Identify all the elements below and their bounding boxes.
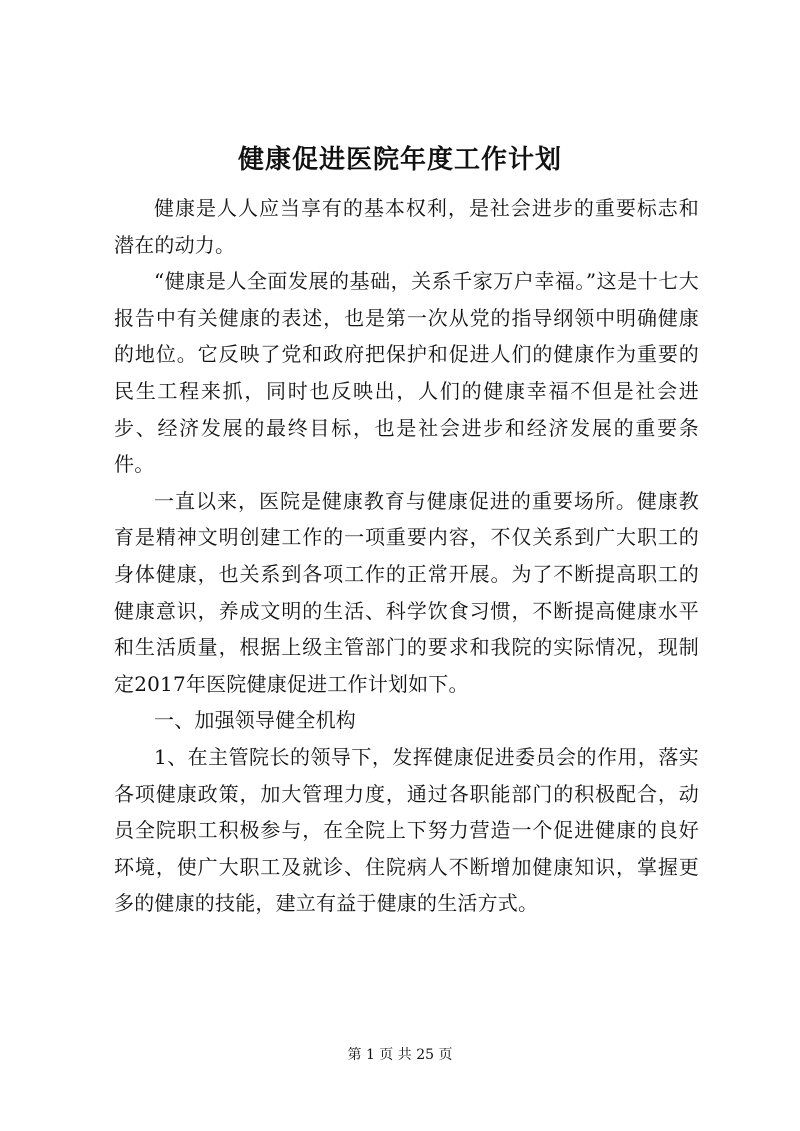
section-heading-1: 一、加强领导健全机构: [154, 708, 356, 733]
paragraph-item-1: 1、在主管院长的领导下，发挥健康促进委员会的作用，落实各项健康政策，加大管理力度，通过各职能部门的积极配合，动员全院职工积极参与，在全院上下努力营造一个促进健康的良好环境，使广大职工及就诊、住院病人不断增加健康知识，掌握更多的健康的技能，建立有益于健康的生活方式。: [114, 744, 699, 916]
paragraph-intro: 健康是人人应当享有的基本权利，是社会进步的重要标志和潜在的动力。: [114, 196, 699, 257]
paragraph-quote: “健康是人全面发展的基础，关系千家万户幸福。”这是十七大报告中有关健康的表述，也是第一次从党的指导纲领中明确健康的地位。它反映了党和政府把保护和促进人们的健康作为重要的民生工程来抓，同时也反映出，人们的健康幸福不但是社会进步、经济发展的最终目标，也是社会进步和经济发展的重要条件。: [114, 269, 699, 477]
document-title: 健康促进医院年度工作计划: [237, 145, 562, 175]
paragraph-background: 一直以来，医院是健康教育与健康促进的重要场所。健康教育是精神文明创建工作的一项重要内容，不仅关系到广大职工的身体健康，也关系到各项工作的正常开展。为了不断提高职工的健康意识，养成文明的生活、科学饮食习惯，不断提高健康水平和生活质量，根据上级主管部门的要求和我院的实际情况，现制定2017年医院健康促进工作计划如下。: [114, 488, 699, 696]
document-body: [114, 190, 699, 922]
page-footer: 第 1 页 共 25 页: [347, 1047, 453, 1063]
